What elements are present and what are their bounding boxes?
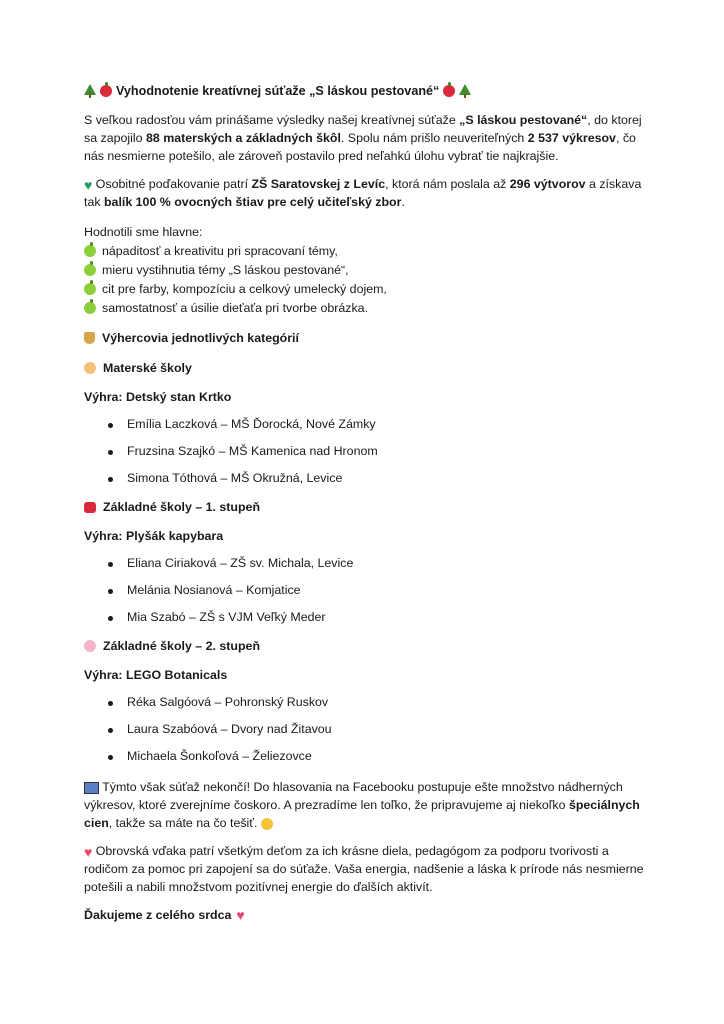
green-apple-icon bbox=[84, 245, 96, 257]
closing-paragraph-facebook: Týmto však súťaž nekončí! Do hlasovania na Facebooku postupuje ešte množstvo nádherných výkresov, ktoré zverejníme čoskoro. A prezradíme len toľko, že pripravujeme aj niekoľko špeciálnych cien, takže sa máte na čo tešiť. bbox=[84, 780, 640, 830]
apple-icon bbox=[100, 85, 112, 97]
framed-picture-icon bbox=[84, 782, 99, 794]
winner-item: Eliana Ciriaková – ZŠ sv. Michala, Levice bbox=[84, 550, 644, 577]
tree-icon bbox=[84, 84, 96, 98]
winner-item: Fruzsina Szajkó – MŠ Kamenica nad Hronom bbox=[84, 438, 644, 465]
signoff-line bbox=[84, 908, 644, 922]
criteria-item: mieru vystihnutia témy „S láskou pestované“, bbox=[84, 260, 644, 279]
winner-item: Melánia Nosianová – Komjatice bbox=[84, 577, 644, 604]
winners-list bbox=[84, 411, 644, 492]
category-heading: Základné školy – 2. stupeň bbox=[84, 631, 644, 661]
winners-heading: Výhercovia jednotlivých kategórií bbox=[84, 323, 644, 353]
winners-list bbox=[84, 689, 644, 770]
apple-icon bbox=[443, 85, 455, 97]
green-apple-icon bbox=[84, 283, 96, 295]
green-apple-icon bbox=[84, 302, 96, 314]
document-title: Vyhodnotenie kreatívnej súťaže „S láskou pestované“ bbox=[116, 84, 440, 98]
document-title-line bbox=[84, 80, 644, 102]
winner-item: Emília Laczková – MŠ Ďorocká, Nové Zámky bbox=[84, 411, 644, 438]
school-bag-icon bbox=[84, 502, 96, 513]
green-apple-icon bbox=[84, 264, 96, 276]
flower-icon bbox=[84, 640, 96, 652]
criteria-section bbox=[84, 223, 644, 317]
intro-paragraph: S veľkou radosťou vám prinášame výsledky našej kreatívnej súťaže „S láskou pestované“, do ktorej sa zapojilo 88 materských a základných škôl. Spolu nám prišlo neuveriteľných 2 537 výkresov, čo nás nesmierne potešilo, ale zároveň postavilo pred neľahkú úlohu vybrať tie najkrajšie. bbox=[84, 113, 642, 163]
baby-icon bbox=[84, 362, 96, 374]
smiling-face-icon bbox=[261, 818, 273, 830]
special-thanks-paragraph: ♥ Osobitné poďakovanie patrí ZŠ Saratovskej z Levíc, ktorá nám poslala až 296 výtvorov a získava tak balík 100 % ovocných štiav pre celý učiteľský zbor. bbox=[84, 176, 642, 209]
criteria-item: cit pre farby, kompozíciu a celkový umelecký dojem, bbox=[84, 279, 644, 298]
category-heading: Materské školy bbox=[84, 353, 644, 383]
category-prize: Výhra: Detský stan Krtko bbox=[84, 390, 232, 404]
criteria-item: nápaditosť a kreativitu pri spracovaní témy, bbox=[84, 241, 644, 260]
signoff-text: Ďakujeme z celého srdca bbox=[84, 908, 232, 922]
heart-icon: ♥ bbox=[84, 843, 93, 860]
winner-item: Mia Szabó – ZŠ s VJM Veľký Meder bbox=[84, 604, 644, 631]
winner-item: Michaela Šonkoľová – Želiezovce bbox=[84, 743, 644, 770]
winner-item: Simona Tóthová – MŠ Okružná, Levice bbox=[84, 465, 644, 492]
trophy-icon bbox=[84, 332, 95, 344]
winner-item: Laura Szabóová – Dvory nad Žitavou bbox=[84, 716, 644, 743]
winners-list bbox=[84, 550, 644, 631]
criteria-item: samostatnosť a úsilie dieťaťa pri tvorbe obrázka. bbox=[84, 298, 644, 317]
category-prize: Výhra: LEGO Botanicals bbox=[84, 668, 228, 682]
document-page bbox=[84, 80, 644, 922]
closing-paragraph-thanks: ♥ Obrovská vďaka patrí všetkým deťom za ich krásne diela, pedagógom za podporu tvorivosti a rodičom za pomoc pri zapojení sa do súťaže. Vaša energia, nadšenie a láska k prírode nás nesmierne potešili a nabili množstvom pozitívnej energie do ďalších aktivít. bbox=[84, 843, 644, 894]
tree-icon bbox=[459, 84, 471, 98]
category-heading: Základné školy – 1. stupeň bbox=[84, 492, 644, 522]
criteria-heading: Hodnotili sme hlavne: bbox=[84, 225, 203, 239]
green-heart-icon: ♥ bbox=[84, 176, 93, 193]
winner-item: Réka Salgóová – Pohronský Ruskov bbox=[84, 689, 644, 716]
category-prize: Výhra: Plyšák kapybara bbox=[84, 529, 224, 543]
heart-icon: ♥ bbox=[236, 907, 245, 923]
